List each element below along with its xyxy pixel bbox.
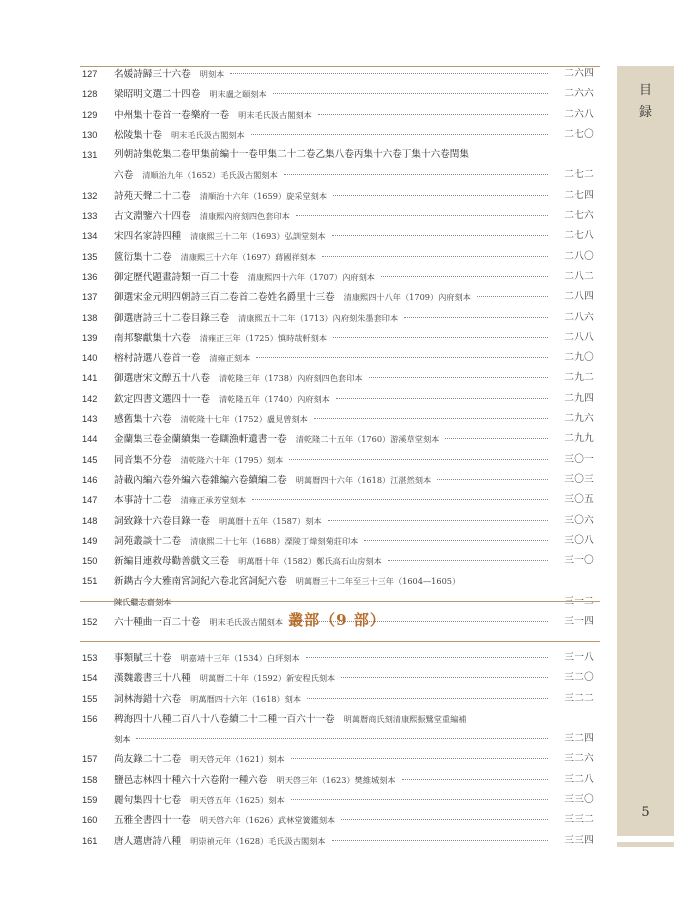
entry-edition: 清順治十六年（1659）旋采堂刻本 xyxy=(199,190,328,201)
entry-edition: 清康熙五十二年（1713）內府刻朱墨套印本 xyxy=(238,312,399,323)
entry-list-series xyxy=(82,648,600,851)
entry-number: 149 xyxy=(82,535,98,546)
entry-number: 128 xyxy=(82,89,98,100)
leader-dots xyxy=(251,134,548,135)
entry-number: 155 xyxy=(82,693,98,704)
entry-title: 稗海四十八種二百八十八卷續二十二種一百六十一卷 明萬曆商氏刻清康熙振鷺堂重編補 xyxy=(114,713,467,725)
entry-title: 中州集十卷首一卷樂府一卷 明末毛氏汲古閣刻本 xyxy=(114,109,312,121)
entry-number: 140 xyxy=(82,353,98,364)
entry-edition: 明末毛氏汲古閣刻本 xyxy=(238,109,312,120)
leader-dots xyxy=(322,256,548,257)
leader-dots xyxy=(404,317,548,318)
leader-dots xyxy=(477,296,548,297)
entry-title: 御選唐宋文醇五十八卷 清乾隆三年（1738）內府刻四色套印本 xyxy=(114,373,363,385)
entry-number: 129 xyxy=(82,109,98,120)
entry-page: 二七六 xyxy=(564,210,594,222)
sidebar-label xyxy=(617,80,674,124)
leader-dots xyxy=(341,819,548,820)
entry-page: 三二四 xyxy=(564,733,594,745)
entry-edition: 清康熙四十八年（1709）內府刻本 xyxy=(343,292,471,303)
entry-row xyxy=(82,308,600,328)
entry-page: 三三二 xyxy=(564,814,594,826)
entry-number: 161 xyxy=(82,835,98,846)
entry-title: 梁昭明文選二十四卷 明末盧之頤刻本 xyxy=(114,89,267,101)
entry-row xyxy=(82,429,600,449)
entry-number: 147 xyxy=(82,495,98,506)
entry-title: 同音集不分卷 清乾隆六十年（1795）刻本 xyxy=(114,454,284,466)
entry-row xyxy=(82,511,600,531)
entry-row xyxy=(82,490,600,510)
leader-dots xyxy=(230,73,548,74)
entry-page: 三一二 xyxy=(564,595,594,607)
entry-title: 五雅全書四十一卷 明天啓六年（1626）武林堂簧鑑刻本 xyxy=(114,815,336,827)
entry-edition: 明天啓元年（1621）刻本 xyxy=(190,754,285,765)
entry-edition: 清乾隆十七年（1752）盧見曾刻本 xyxy=(180,414,308,425)
entry-page: 三一〇 xyxy=(564,555,594,567)
entry-title: 詩載內編六卷外編六卷雜編六卷續編二卷 明萬曆四十六年（1618）江湛然刻本 xyxy=(114,474,432,486)
entry-number: 152 xyxy=(82,617,98,628)
entry-edition: 清乾隆二十五年（1760）游溪草堂刻本 xyxy=(295,434,440,445)
entry-page: 二六八 xyxy=(564,108,594,120)
leader-dots xyxy=(333,337,548,338)
leader-dots xyxy=(369,377,548,378)
entry-edition: 明末毛氏汲古閣刻本 xyxy=(170,129,245,140)
entry-number: 142 xyxy=(82,393,98,404)
leader-dots xyxy=(136,738,548,739)
entry-number: 136 xyxy=(82,271,98,282)
entry-page: 三一四 xyxy=(564,616,594,628)
entry-edition: 清順治九年（1652）毛氏汲古閣刻本 xyxy=(142,170,278,181)
entry-edition: 明天啓三年（1623）樊維城刻本 xyxy=(276,774,396,785)
entry-page: 三〇八 xyxy=(564,534,594,546)
leader-dots xyxy=(289,459,548,460)
leader-dots xyxy=(341,677,548,678)
entry-page: 二六四 xyxy=(564,68,594,79)
leader-dots xyxy=(381,276,548,277)
entry-title: 新鐫古今大雅南宮詞紀六卷北宮詞紀六卷 明萬曆三十二年至三十三年（1604—1605） xyxy=(114,576,461,588)
entry-row xyxy=(82,145,600,165)
entry-number: 130 xyxy=(82,129,98,140)
entry-list-collections xyxy=(82,64,600,632)
entry-number: 141 xyxy=(82,373,98,384)
leader-dots xyxy=(318,114,548,115)
leader-dots xyxy=(273,93,548,94)
entry-row xyxy=(82,105,600,125)
entry-title: 六卷 清順治九年（1652）毛氏汲古閣刻本 xyxy=(114,170,278,182)
entry-page: 二八六 xyxy=(564,311,594,323)
entry-title: 事類賦三十卷 明嘉靖十三年（1534）白玶刻本 xyxy=(114,653,300,664)
entry-page: 三〇六 xyxy=(564,514,594,526)
entry-edition: 明萬曆二十年（1592）新安程氏刻本 xyxy=(199,673,336,684)
entry-edition: 明天啓五年（1625）刻本 xyxy=(190,795,285,806)
entry-edition: 明崇禎元年（1628）毛氏汲古閣刻本 xyxy=(190,835,326,846)
entry-title: 詞林海錯十六卷 明萬曆四十六年（1618）刻本 xyxy=(114,693,302,705)
entry-page: 二七〇 xyxy=(564,128,594,140)
leader-dots xyxy=(402,779,548,780)
entry-number: 151 xyxy=(82,576,98,587)
entry-edition: 明萬曆三十二年至三十三年（1604—1605） xyxy=(295,576,461,587)
leader-dots xyxy=(307,698,548,699)
section-heading-text: 叢部（9 部） xyxy=(288,611,386,629)
entry-edition: 清雍正承芳堂刻本 xyxy=(180,495,247,506)
entry-number: 156 xyxy=(82,713,98,724)
entry-continuation xyxy=(82,165,600,185)
entry-title: 南邦黎獻集十六卷 清雍正三年（1725）慎時哉軒刻本 xyxy=(114,332,328,344)
entry-edition: 清雍正刻本 xyxy=(209,353,251,364)
entry-page: 二七二 xyxy=(564,169,594,181)
entry-row xyxy=(82,810,600,830)
entry-edition: 明天啓六年（1626）武林堂簧鑑刻本 xyxy=(199,815,336,826)
entry-page: 三三〇 xyxy=(564,794,594,806)
entry-title: 榕村詩選八卷首一卷 清雍正刻本 xyxy=(114,353,251,365)
entry-row xyxy=(82,389,600,409)
entry-row xyxy=(82,247,600,267)
entry-number: 144 xyxy=(82,434,98,445)
entry-row xyxy=(82,206,600,226)
chapter-sidebar xyxy=(617,66,674,836)
entry-number: 137 xyxy=(82,292,98,303)
entry-edition: 清康熙四十六年（1707）內府刻本 xyxy=(247,271,375,282)
entry-page: 二六六 xyxy=(564,88,594,100)
entry-edition: 清康熙三十二年（1693）弘訓堂刻本 xyxy=(190,231,326,242)
entry-title: 本事詩十二卷 清雍正承芳堂刻本 xyxy=(114,495,247,507)
entry-page: 三〇一 xyxy=(564,453,594,465)
entry-edition: 清雍正三年（1725）慎時哉軒刻本 xyxy=(199,332,328,343)
entry-row xyxy=(82,668,600,688)
entry-row xyxy=(82,64,600,84)
entry-number: 127 xyxy=(82,69,98,79)
entry-page: 二九六 xyxy=(564,413,594,425)
entry-number: 145 xyxy=(82,454,98,465)
entry-page: 三二〇 xyxy=(564,672,594,684)
entry-title: 刻本 xyxy=(114,734,131,745)
entry-number: 159 xyxy=(82,795,98,806)
entry-page: 二九九 xyxy=(564,433,594,445)
entry-title: 松陵集十卷 明末毛氏汲古閣刻本 xyxy=(114,129,245,141)
entry-page: 二七四 xyxy=(564,189,594,201)
entry-edition: 明末盧之頤刻本 xyxy=(209,89,267,100)
entry-row xyxy=(82,409,600,429)
entry-page: 二七八 xyxy=(564,230,594,242)
leader-dots xyxy=(306,657,548,658)
entry-title: 詞致錄十六卷目錄一卷 明萬曆十五年（1587）刻本 xyxy=(114,515,322,527)
entry-title: 陳氏繼志齋刻本 xyxy=(114,596,172,607)
entry-edition: 明萬曆四十六年（1618）江湛然刻本 xyxy=(295,474,432,485)
entry-edition: 明嘉靖十三年（1534）白玶刻本 xyxy=(180,653,300,663)
entry-page: 二八〇 xyxy=(564,250,594,262)
entry-edition: 明萬曆四十六年（1618）刻本 xyxy=(190,693,302,704)
leader-dots xyxy=(284,174,548,175)
entry-title: 唐人選唐詩八種 明崇禎元年（1628）毛氏汲古閣刻本 xyxy=(114,835,326,847)
entry-row xyxy=(82,328,600,348)
entry-title: 詩苑天聲二十二卷 清順治十六年（1659）旋采堂刻本 xyxy=(114,190,328,202)
leader-dots xyxy=(388,560,548,561)
entry-title: 列朝詩集乾集二卷甲集前編十一卷甲集二十二卷乙集八卷丙集十六卷丁集十六卷閏集 xyxy=(114,149,469,161)
entry-title: 宋四名家詩四種 清康熙三十二年（1693）弘訓堂刻本 xyxy=(114,231,326,243)
entry-title: 御選宋金元明四朝詩三百二卷首二卷姓名爵里十三卷 清康熙四十八年（1709）內府刻本 xyxy=(114,292,471,304)
entry-page: 二八八 xyxy=(564,331,594,343)
entry-edition: 明萬曆商氏刻清康熙振鷺堂重編補 xyxy=(343,713,467,724)
entry-title: 尚友錄二十二卷 明天啓元年（1621）刻本 xyxy=(114,754,285,766)
entry-number: 146 xyxy=(82,474,98,485)
entry-number: 158 xyxy=(82,774,98,785)
entry-row xyxy=(82,267,600,287)
entry-page: 三二八 xyxy=(564,773,594,785)
entry-row xyxy=(82,348,600,368)
entry-number: 133 xyxy=(82,211,98,222)
entry-number: 154 xyxy=(82,673,98,684)
leader-dots xyxy=(291,799,548,800)
leader-dots xyxy=(336,398,548,399)
leader-dots xyxy=(445,438,548,439)
entry-number: 134 xyxy=(82,231,98,242)
entry-continuation xyxy=(82,729,600,749)
entry-number: 143 xyxy=(82,414,98,425)
sidebar-label-char: 目 xyxy=(638,83,652,98)
entry-row xyxy=(82,287,600,307)
section-heading xyxy=(0,609,674,630)
sidebar-label-char: 録 xyxy=(638,105,652,120)
entry-title: 篋衍集十二卷 清康熙三十六年（1697）蔣國祥刻本 xyxy=(114,251,317,263)
leader-dots xyxy=(314,418,548,419)
entry-page: 三二六 xyxy=(564,753,594,765)
leader-dots xyxy=(291,758,548,759)
entry-row xyxy=(82,648,600,668)
entry-page: 二八四 xyxy=(564,291,594,303)
entry-number: 148 xyxy=(82,515,98,526)
entry-title: 金蘭集三卷金蘭續集一卷瞓漁軒遺書一卷 清乾隆二十五年（1760）游溪草堂刻本 xyxy=(114,434,440,446)
entry-title: 漢魏叢書三十八種 明萬曆二十年（1592）新安程氏刻本 xyxy=(114,673,336,685)
entry-row xyxy=(82,749,600,769)
entry-edition: 明刻本 xyxy=(199,69,225,79)
entry-number: 153 xyxy=(82,653,98,663)
entry-number: 139 xyxy=(82,332,98,343)
entry-row xyxy=(82,790,600,810)
entry-row xyxy=(82,571,600,591)
entry-row xyxy=(82,84,600,104)
entry-title: 感舊集十六卷 清乾隆十七年（1752）盧見曾刻本 xyxy=(114,414,308,426)
entry-number: 138 xyxy=(82,312,98,323)
entry-edition: 清乾隆六十年（1795）刻本 xyxy=(180,454,284,465)
entry-row xyxy=(82,470,600,490)
entry-row xyxy=(82,770,600,790)
leader-dots xyxy=(256,357,548,358)
entry-page: 三二二 xyxy=(564,692,594,704)
entry-page: 二九二 xyxy=(564,372,594,384)
entry-title: 古文淵鑒六十四卷 清康熙內府刻四色套印本 xyxy=(114,211,290,223)
entry-number: 157 xyxy=(82,754,98,765)
entry-edition: 明萬曆十五年（1587）刻本 xyxy=(218,515,322,526)
entry-title: 御選唐詩三十二卷目錄三卷 清康熙五十二年（1713）內府刻朱墨套印本 xyxy=(114,312,399,324)
entry-number: 135 xyxy=(82,251,98,262)
entry-row xyxy=(82,831,600,851)
entry-page: 二九四 xyxy=(564,392,594,404)
entry-title: 麗句集四十七卷 明天啓五年（1625）刻本 xyxy=(114,795,285,807)
entry-row xyxy=(82,226,600,246)
entry-row xyxy=(82,186,600,206)
entry-page: 三〇三 xyxy=(564,473,594,485)
entry-edition: 明萬曆十年（1582）鄭氏高石山房刻本 xyxy=(238,556,382,567)
leader-dots xyxy=(296,215,548,216)
entry-title: 新編目連救母勸善戲文三卷 明萬曆十年（1582）鄭氏高石山房刻本 xyxy=(114,556,382,568)
entry-number: 132 xyxy=(82,190,98,201)
page-number: 5 xyxy=(641,805,650,820)
entry-page: 三〇五 xyxy=(564,494,594,506)
entry-row xyxy=(82,531,600,551)
entry-title: 六十種曲一百二十卷 明末毛氏汲古閣刻本 xyxy=(114,617,284,629)
section-rule-bottom xyxy=(80,641,600,642)
entry-number: 160 xyxy=(82,815,98,826)
entry-title: 鹽邑志林四十種六十六卷附一種六卷 明天啓三年（1623）樊維城刻本 xyxy=(114,774,396,786)
section-rule-top xyxy=(80,601,600,602)
leader-dots xyxy=(333,195,548,196)
entry-edition: 清康熙二十七年（1688）溧陵丁煒刻菊莊印本 xyxy=(190,535,359,546)
leader-dots xyxy=(332,840,548,841)
entry-page: 二八二 xyxy=(564,270,594,282)
entry-title: 詞苑叢談十二卷 清康熙二十七年（1688）溧陵丁煒刻菊莊印本 xyxy=(114,535,359,547)
leader-dots xyxy=(252,499,548,500)
entry-edition: 清乾隆三年（1738）內府刻四色套印本 xyxy=(218,373,363,384)
entry-title: 欽定四書文選四十一卷 清乾隆五年（1740）內府刻本 xyxy=(114,393,330,405)
entry-page: 三一八 xyxy=(564,652,594,663)
leader-dots xyxy=(328,520,548,521)
entry-title: 御定歷代題畫詩類一百二十卷 清康熙四十六年（1707）內府刻本 xyxy=(114,271,375,283)
entry-row xyxy=(82,368,600,388)
leader-dots xyxy=(332,235,548,236)
entry-number: 150 xyxy=(82,556,98,567)
entry-page: 三三四 xyxy=(564,834,594,846)
sidebar-cap xyxy=(617,842,674,847)
entry-number: 131 xyxy=(82,150,98,161)
entry-row xyxy=(82,125,600,145)
entry-row xyxy=(82,689,600,709)
entry-page: 二九〇 xyxy=(564,352,594,364)
entry-edition: 清康熙三十六年（1697）蔣國祥刻本 xyxy=(180,251,317,262)
leader-dots xyxy=(364,540,548,541)
entry-edition: 清康熙內府刻四色套印本 xyxy=(199,211,290,222)
entry-row xyxy=(82,551,600,571)
entry-edition: 清乾隆五年（1740）內府刻本 xyxy=(218,393,330,404)
entry-edition: 明末毛氏汲古閣刻本 xyxy=(209,617,284,628)
entry-title: 名媛詩歸三十六卷 明刻本 xyxy=(114,69,225,80)
entry-row xyxy=(82,450,600,470)
entry-row xyxy=(82,709,600,729)
leader-dots xyxy=(437,479,548,480)
